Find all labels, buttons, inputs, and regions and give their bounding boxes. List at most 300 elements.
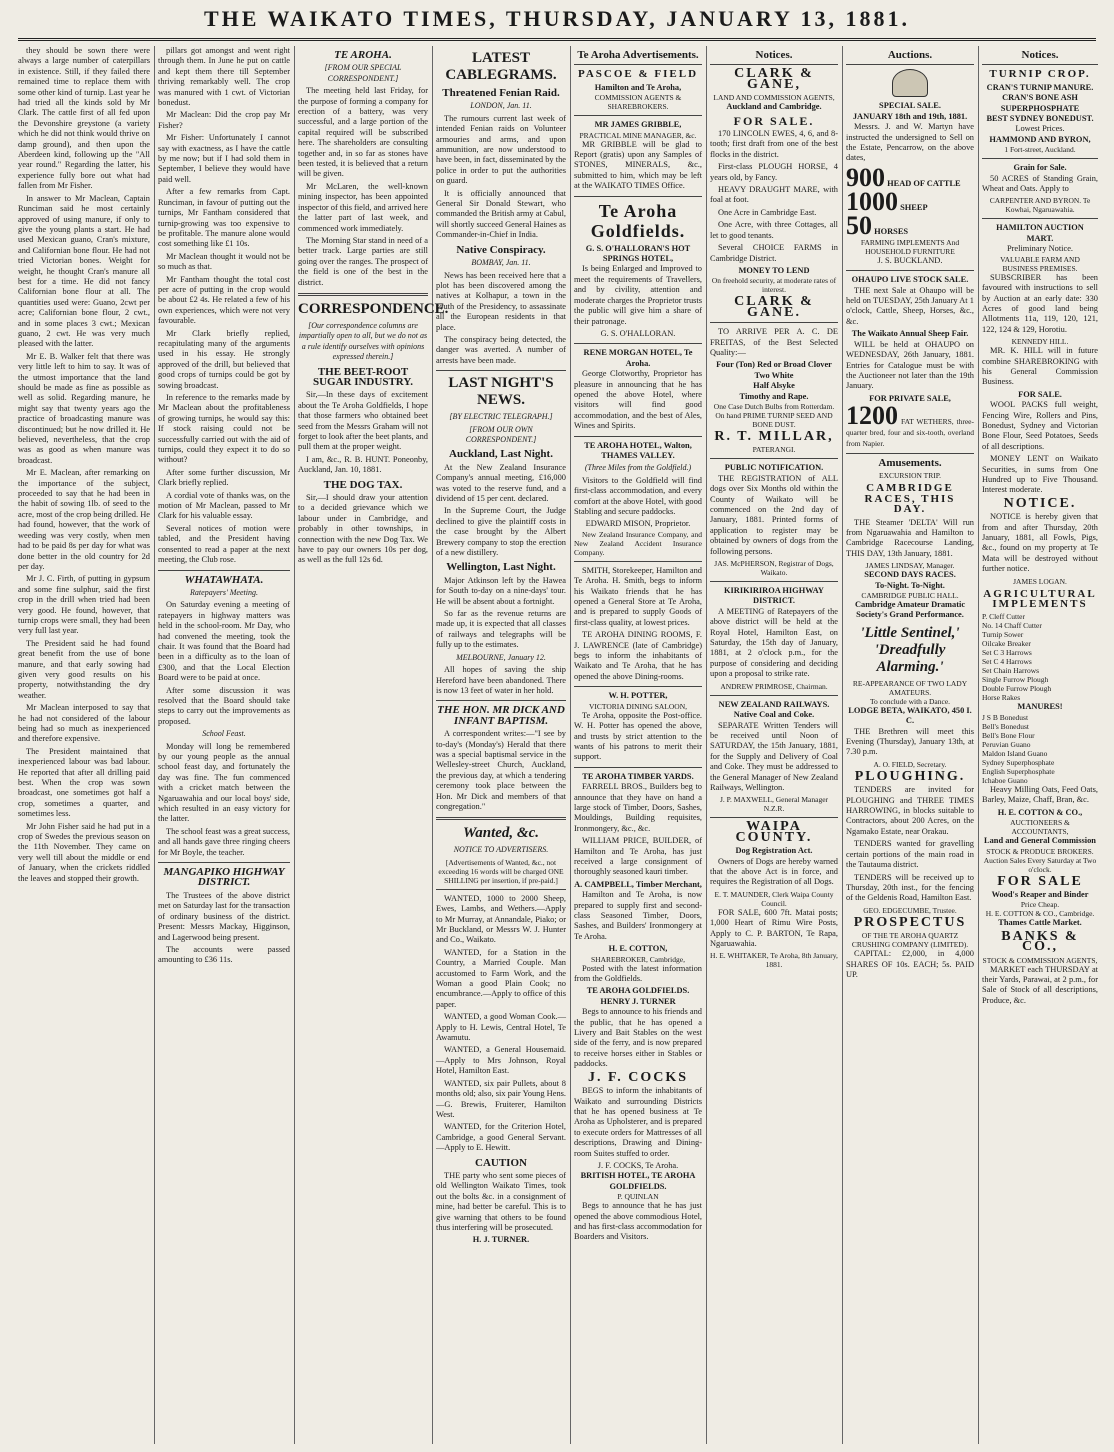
ad-line: CRAN'S BONE ASH SUPERPHOSPHATE — [1000, 93, 1080, 113]
list-item: English Superphosphate — [982, 766, 1055, 776]
ad-line: BEST SYDNEY BONEDUST. — [986, 114, 1094, 124]
paragraph: TENDERS wanted for gravelling certain portions of the main road in the Tautauma district. — [846, 839, 974, 870]
dateline: MELBOURNE, January 12. — [456, 652, 546, 662]
section-subheading: School Feast. — [202, 729, 246, 739]
divider — [574, 561, 702, 562]
divider — [982, 158, 1098, 159]
ad-line: AUCTIONEERS & ACCOUNTANTS, — [1010, 818, 1070, 837]
divider — [436, 889, 566, 890]
divider — [574, 686, 702, 687]
section-subheading: NOTICE TO ADVERTISERS. — [453, 845, 549, 855]
sale-item: Several CHOICE FARMS in Cambridge District. — [710, 243, 838, 263]
paragraph: Te Aroha, opposite the Post-office. W. H. Potter has opened the above, and trusts by strict attention to the wants of his patrons to merit their support. — [574, 710, 702, 762]
paragraph: Several notices of motion were tabled, and the President having consented to read a paper at the next meeting, the Club rose. — [158, 523, 290, 565]
paragraph: Mr Fisher: Unfortunately I cannot say with exactness, as I have the cattle by me now; but if I had sold them in September, I believe they would have paid well. — [158, 133, 290, 184]
section-heading: WHATAWHATA. — [184, 573, 264, 586]
paragraph: MONEY LENT on Waikato Securities, in sums from One Hundred up to Five Thousand. Interest moderate. — [982, 454, 1098, 495]
ad-heading: NEW ZEALAND RAILWAYS. — [718, 699, 830, 709]
masthead-rule — [18, 38, 1096, 41]
classified-ad: WANTED, a General Housemaid.—Apply to Mrs Johnson, Royal Hotel, Hamilton East. — [436, 1045, 566, 1076]
paragraph: SEPARATE Written Tenders will be received until Noon of SATURDAY, the 15th January, 1881, for the Supply and Delivery of Coal and Coke. They must be addressed to the General Manager of New Zealand Railways, Wellington. — [710, 720, 838, 792]
count-row — [846, 210, 974, 240]
divider — [574, 196, 702, 197]
divider — [982, 64, 1098, 65]
column-divider — [570, 46, 571, 1444]
section-heading: THE HON. MR DICK AND INFANT BAPTISM. — [437, 704, 565, 727]
paragraph: Messrs. J. and W. Martyn have instructed the undersigned to Sell on the Estate, Pencarrow, on the above dates, — [846, 122, 974, 163]
column-6 — [710, 46, 838, 1444]
paragraph: In answer to Mr Maclean, Captain Runciman said he most certainly approved of using manure, if only to give the young plants a start. He had used Mexican guano, Cran's mixture, and Californian bone flour. He had not tried Victorian bones. Weight for weight, he thought Cran's manure all best for a time. He did not fancy Californian bone flour at all. The quantities used were: Guano, 2cwt per acre; Californian bone flour, 2 cwt., and in some places 3 cwt.; Mexican guano, 2 cwt. He was very much pleased with the latter. — [18, 193, 150, 349]
ad-heading: HAMILTON AUCTION MART. — [996, 223, 1084, 243]
divider — [710, 817, 838, 818]
list-item: Set Chain Harrows — [982, 666, 1040, 676]
ad-heading: Te Aroha Goldfields. — [590, 200, 686, 241]
divider — [710, 695, 838, 696]
signature: J. P. MAXWELL, General Manager N.Z.R. — [719, 795, 829, 814]
paragraph: The school feast was a great success, and all hands gave three ringing cheers for Mr Boyle, the teacher. — [158, 826, 290, 857]
paragraph: A MEETING of Ratepayers of the above district will be held at the Royal Hotel, Hamilton East, on Saturday, the 15th day of January, 1881, at 2 o'clock p.m., for the purpose of considering and deciding upon a proposal to strike rate. — [710, 606, 838, 679]
paragraph: TO ARRIVE PER A. C. DE FREITAS, of the Best Selected Quality:— — [710, 327, 838, 357]
column-divider — [294, 46, 295, 1444]
divider — [710, 322, 838, 323]
seed-line: Four (Ton) Red or Broad Clover — [716, 360, 832, 370]
count-label: HEAD OF CATTLE — [887, 178, 961, 188]
column-divider — [978, 46, 979, 1444]
list-item: Sydney Superphosphate — [982, 757, 1055, 767]
section-subheading: [BY ELECTRIC TELEGRAPH.] — [449, 412, 553, 422]
section-heading: Auctions. — [887, 49, 933, 61]
column-7 — [846, 46, 974, 1444]
news-heading: Wellington, Last Night. — [446, 561, 556, 574]
paragraph: In the Supreme Court, the Judge declined to give the plaintiff costs in the case brought by the Albert Brewery company to stop the erection of a new distillery. — [436, 506, 566, 558]
column-divider — [432, 46, 433, 1444]
paragraph: The Morning Star stand in need of a better track. Large parties are still going over the ranges. The prospect of the field is one of the best in the district. — [298, 235, 428, 287]
divider — [710, 458, 838, 459]
section-heading: LATEST CABLEGRAMS. — [445, 50, 557, 83]
paragraph: Mr Maclean thought it would not be so much as that. — [158, 251, 290, 272]
paragraph: New Zealand Insurance Company, and New Zealand Accident Insurance Company. — [574, 529, 702, 557]
news-heading: Auckland, Last Night. — [449, 448, 553, 461]
ad-heading: CAMBRIDGE RACES, THIS DAY. — [864, 482, 956, 516]
divider — [574, 115, 702, 116]
paragraph: Mr McLaren, the well-known mining inspector, has been appointed inspector of this field, and arrived here the latter part of last week, and commenced work immediately. — [298, 181, 428, 233]
signature: J. S. BUCKLAND. — [877, 255, 943, 265]
ad-heading: BANKS & CO., — [1001, 928, 1079, 955]
paragraph: MR GRIBBLE will be glad to Report (gratis) upon any Samples of STONES, MINERALS, &c., submitted to him, which may be left at the WAIKATO TIMES Office. — [574, 139, 702, 191]
signature: H. E. COTTON & CO., Cambridge. — [985, 909, 1095, 919]
seed-line: Half Alsyke — [753, 381, 795, 391]
sale-item: One Acre in Cambridge East. — [718, 207, 817, 217]
paragraph: The Trustees of the above district met on Saturday last for the transaction of ordinary business of the district. Present: Messrs Mackay, Higginson, and Lagerwood being present. — [158, 890, 290, 942]
ad-line: COMMISSION AGENTS & SHAREBROKERS. — [594, 93, 682, 112]
count-label: HORSES — [874, 226, 909, 236]
paragraph: THE Brethren will meet this Evening (Thursday), January 13th, at 7.30 p.m. — [846, 726, 974, 757]
section-heading: CORRESPONDENCE. — [298, 300, 449, 317]
section-heading: MANGAPIKO HIGHWAY DISTRICT. — [163, 866, 285, 889]
ad-heading: AGRICULTURAL IMPLEMENTS — [983, 587, 1097, 611]
ad-heading: TE AROHA TIMBER YARDS. — [582, 771, 694, 781]
ad-line: Price Cheap. — [1020, 900, 1060, 910]
paragraph: Is being Enlarged and Improved to meet the requirements of Travellers, and by civility, attention and moderate charges the Proprietor trusts the public will give him a share of their patronage. — [574, 264, 702, 326]
ad-heading: PUBLIC NOTIFICATION. — [724, 463, 824, 473]
ad-heading: TURNIP CROP. — [989, 68, 1091, 81]
divider — [710, 64, 838, 65]
news-heading: Native Conspiracy. — [456, 243, 546, 256]
paragraph: The rumours current last week of intended Fenian raids on Volunteer armouries and arms, and upon ammunition, are now understood to have been, in fact, disseminated by the police in order to put the authorities on guard. — [436, 113, 566, 186]
paragraph: WILLIAM PRICE, BUILDER, of Hamilton and Te Aroha, has just received a large consignment of thoroughly seasoned kauri timber. — [574, 836, 702, 877]
column-1 — [18, 46, 150, 1444]
signature: JAMES LOGAN. — [1013, 576, 1067, 586]
paragraph: NOTICE is hereby given that from and after Thursday, 20th January, 1881, all Fowls, Pigs, &c., found on my property at Te Mata will be destroyed without further notice. — [982, 512, 1098, 574]
paragraph: The accounts were passed amounting to £36 11s. — [158, 944, 290, 965]
paragraph: WILL be held at OHAUPO on WEDNESDAY, 26th January, 1881. Entries for Catalogue must be with the Auctioneer not later than the 19th January. — [846, 339, 974, 391]
divider — [574, 64, 702, 65]
ad-line: CAMBRIDGE PUBLIC HALL. — [861, 591, 959, 600]
ad-line: Dog Registration Act. — [735, 846, 813, 856]
paragraph: Posted with the latest information from the Goldfields. — [574, 963, 702, 984]
ad-heading: BRITISH HOTEL, TE AROHA GOLDFIELDS. — [580, 1171, 696, 1191]
paragraph: FARRELL BROS., Builders beg to announce that they have on hand a large stock of Timber, Doors, Sashes, Mouldings, Building requisites, Ironmongery, &c., &c. — [574, 782, 702, 833]
paragraph: Owners of Dogs are hereby warned that the above Act is in force, and requires the Registration of all Dogs. — [710, 856, 838, 887]
classified-ad: WANTED, for a Station in the Country, a Married Couple. Man accustomed to Farm Work, and the Woman a good Plain Cook; no encumbrance.—Apply to office of this paper. — [436, 947, 566, 1009]
ad-heading: MR JAMES GRIBBLE, — [594, 120, 682, 130]
paragraph: TE AROHA DINING ROOMS, F. J. LAWRENCE (late of Cambridge) begs to inform the inhabitants of Waikato and Te Aroha, that he has opened the above Dining-rooms. — [574, 630, 702, 681]
ad-line: Hamilton and Te Aroha, — [594, 82, 682, 92]
ad-heading: H. E. COTTON, — [608, 944, 668, 954]
ad-line: OF THE TE AROHA QUARTZ CRUSHING COMPANY (LIMITED). — [851, 931, 969, 950]
ad-line: 1 Fort-street, Auckland. — [1004, 145, 1076, 155]
paragraph: THE party who sent some pieces of old Wellington Waikato Times, took out the bolts &c. in a consignment of mine, had better be careful. This is to give warning that others to be found thus interfering will be prosecuted. — [436, 1170, 566, 1232]
paragraph: Mr Maclean: Did the crop pay Mr Fisher? — [158, 110, 290, 130]
classified-ad: WANTED, six pair Pullets, about 8 months old; also, six pair Young Hens.—G. Brewis, Fruiterer, Hamilton West. — [436, 1078, 566, 1119]
list-item: Bell's Bone Flour — [982, 730, 1035, 740]
column-2 — [158, 46, 290, 1444]
section-subheading: [FROM OUR OWN CORRESPONDENT.] — [465, 424, 537, 444]
paragraph: After some discussion it was resolved that the Board should take steps to carry out the improvements as proposed. — [158, 685, 290, 726]
divider — [436, 370, 566, 371]
ad-heading: TE AROHA HOTEL, Walton, THAMES VALLEY. — [584, 440, 692, 460]
column-3 — [298, 46, 449, 1444]
ad-heading: PROSPECTUS — [853, 914, 967, 930]
ad-line: One Case Dutch Bulbs from Rotterdam. — [713, 401, 835, 411]
ad-heading: Grain for Sale. — [1013, 163, 1067, 173]
section-subheading: [FROM OUR SPECIAL CORRESPONDENT.] — [324, 63, 402, 83]
count-number: 1000 — [846, 186, 898, 216]
list-item: J S B Bonedust — [982, 712, 1029, 722]
paragraph: All hopes of saving the ship Hereford have been abandoned. There is now 13 feet of water in her hold. — [436, 665, 566, 695]
paragraph: TENDERS are invited for PLOUGHING and THREE TIMES HARROWING, in blocks suitable to Contractors, about 200 Acres, on the Ngamako Estate, near Orakau. — [846, 785, 974, 836]
divider — [846, 270, 974, 271]
paragraph: MR. K. HILL will in future combine SHAREBROKING with his General Commission Business. — [982, 346, 1098, 387]
ad-line: On freehold security, at moderate rates of interest. — [711, 276, 837, 295]
section-heading: Amusements. — [878, 456, 942, 469]
list-item: Maldon Island Guano — [982, 748, 1048, 758]
ad-line: FARMING IMPLEMENTS And HOUSEHOLD FURNITURE — [860, 237, 960, 256]
list-item: Single Furrow Plough — [982, 675, 1049, 685]
notice-text: [Advertisements of Wanted, &c., not exceeding 16 words will be charged ONE SHILLING per insertion, if pre-paid.] — [438, 857, 564, 885]
ad-line: Auction Sales Every Saturday at Two o'clock. — [983, 855, 1097, 874]
letter-heading: THE BEET-ROOT SUGAR INDUSTRY. — [312, 365, 414, 388]
list-item: Bell's Bonedust — [982, 721, 1029, 731]
column-8 — [982, 46, 1098, 1444]
list-item: Turnip Sower — [982, 630, 1024, 640]
ad-line: Preliminary Notice. — [1006, 244, 1074, 254]
paragraph: Hamilton and Te Aroha, is now prepared to supply first and second-class Seasoned Timber, Doors, Sashes, and Builders' Ironmongery at Te Aroha. — [574, 890, 702, 941]
paragraph: The President said he had found great benefit from the use of bone manure, and that early sowing had given very good results on his property, notwithstanding the dry weather. — [18, 638, 150, 700]
ad-line: (Three Miles from the Goldfield.) — [584, 463, 692, 473]
dateline: BOMBAY, Jan. 11. — [471, 258, 531, 268]
ad-heading: OHAUPO LIVE STOCK SALE. — [851, 275, 969, 285]
ad-line: Land and General Commission — [984, 836, 1096, 846]
ad-heading: SPECIAL SALE. — [879, 101, 941, 111]
paragraph: George Clotworthy, Proprietor has pleasure in announcing that he has opened the above Hotel, where visitors will find good accommodation, and the best of Ales, Wines and Spirits. — [574, 369, 702, 431]
paragraph: FOR SALE, 600 7ft. Matai posts; 1,000 Heart of Rimu Wire Posts, Apply to C. P. BARTON, Te Rapa, Ngaruawahia. — [710, 907, 838, 948]
list-item: Set C 4 Harrows — [982, 657, 1032, 667]
signature: KENNEDY HILL. — [1011, 337, 1069, 347]
paragraph: MARKET each THURSDAY at their Yards, Parawai, at 2 p.m., for Sale of Stock of all descriptions, Produce, &c. — [982, 964, 1098, 1005]
paragraph: Mr J. C. Firth, of putting in gypsum and some fine sulphur, said the first crop in the drill when tried had been very good. He found, however, that turnip crops were small, they had been very full last year. — [18, 574, 150, 636]
paragraph: TENDERS will be received up to Thursday, 20th inst., for the fencing of the Geldenis Road, Hamilton East. — [846, 872, 974, 903]
paragraph: Begs to announce to his friends and the public, that he has opened a Livery and Bait Stables on the west side of the ferry, and is now prepared to receive horses either in Stables or paddocks. — [574, 1007, 702, 1069]
divider — [846, 453, 974, 454]
list-item: Horse Rakes — [982, 693, 1021, 703]
paragraph: Sir,—In these days of excitement about the Te Aroha Goldfields, I hope that those farmers who obtained beet seed from the Messrs Graham will not forget to look after the beet plants, and pull them at the proper weight. — [298, 390, 428, 452]
ad-line: RE-APPEARANCE OF TWO LADY AMATEURS. — [852, 678, 968, 697]
letter-heading: THE DOG TAX. — [323, 478, 403, 491]
ad-heading: SECOND DAYS RACES. — [864, 570, 956, 580]
paragraph: pillars got amongst and went right through them. In June he put on cattle and kept them there till September thriving remarkably well. The crop was manured with 1 cwt. of Victorian bonedust. — [158, 46, 290, 108]
paragraph: BEGS to inform the inhabitants of Waikato and surrounding Districts that he has opened business at Te Aroha as Upholsterer, and is prepared to execute orders for Mattresses of all descriptions, Drawing and Dining-room Suites stuffed to order. — [574, 1086, 702, 1158]
divider — [436, 817, 566, 820]
paragraph: THE Steamer 'DELTA' Will run from Ngaruawahia and Hamilton to Cambridge Racecourse Landing, THIS DAY, 13th January, 1881. — [846, 517, 974, 558]
ad-heading: FOR PRIVATE SALE, — [869, 393, 951, 403]
ad-heading: TE AROHA GOLDFIELDS. HENRY J. TURNER — [586, 986, 690, 1006]
ad-heading: The Waikato Annual Sheep Fair. — [851, 329, 969, 339]
signature: JAMES LINDSAY, Manager. — [865, 561, 955, 571]
column-5 — [574, 46, 702, 1444]
paragraph: News has been received here that a plot has been discovered among the natives at Kolhapur, a town in the south of the Presidency, to assassinate all the European residents in that place. — [436, 270, 566, 332]
news-heading: Threatened Fenian Raid. — [442, 87, 560, 99]
ad-line: Auckland and Cambridge. — [726, 102, 822, 112]
paragraph: It is officially announced that General Sir Donald Stewart, who commanded the British army at Cabul, will shortly succeed General Haines as Commander-in-Chief in India. — [436, 188, 567, 240]
count-number: 900 — [846, 162, 885, 192]
sale-item: One Acre, with three Cottages, all let to good tenants. — [710, 220, 838, 240]
column-divider — [842, 46, 843, 1444]
ad-heading: CLARK & GANE, — [734, 66, 814, 92]
paragraph: Mr Maclean interposed to say that he had not considered of the labour being had so much as inexperienced and therefore expensive. — [18, 703, 150, 744]
section-heading: Notices. — [1021, 49, 1059, 61]
ad-heading: H. E. COTTON & CO., — [997, 807, 1083, 817]
paragraph: Mr E. B. Walker felt that there was very little left to him to say. It was of the utmost importance that the land should be made as fine as possible as well as solid. Regarding manure, he might say that twenty years ago the practice of broadcasting manure was discontinued; but he now drilled it. He believed, nevertheless, that the crop was as good as when manure was broadcast. — [18, 351, 150, 465]
section-heading: LAST NIGHT'S NEWS. — [448, 375, 554, 409]
paragraph: Major Atkinson left by the Hawea for South to-day on a nine-days' tour. He will be absent about a fortnight. — [436, 575, 566, 606]
ad-heading: G. S. O'HALLORAN'S HOT SPRINGS HOTEL, — [585, 243, 691, 264]
paragraph: Mr Clark briefly replied, recapitulating many of the arguments used in his essay. He strongly approved of the drill, but believed that good crops of turnips could be got by sowing broadcast. — [158, 328, 290, 390]
section-subheading: Ratepayers' Meeting. — [190, 587, 258, 597]
column-divider — [706, 46, 707, 1444]
auctioneer-emblem-icon — [892, 69, 928, 97]
paragraph: I am, &c., R. B. HUNT. Poneonby, Auckland, Jan. 10, 1881. — [298, 454, 428, 475]
signature: J. F. COCKS, Te Aroha. — [597, 1160, 679, 1170]
list-item: No. 14 Chaff Cutter — [982, 621, 1042, 631]
paragraph: A correspondent writes:—"I see by to-day's (Monday's) Herald that there was a special baptismal service in the Wellesley-street Church, Auckland, the previous day, at which a tendering ceremony took place between the Hon. Mr Dick and members of that congregation." — [436, 729, 566, 811]
section-heading: TE AROHA. — [334, 49, 392, 61]
ad-heading: To-Night. To-Night. — [875, 580, 945, 590]
ad-heading: PLOUGHING. — [854, 768, 966, 784]
signature: EDWARD MISON, Proprietor. — [585, 519, 691, 529]
column-divider — [154, 46, 155, 1444]
paragraph: THE next Sale at Ohaupo will be held on TUESDAY, 25th January At 1 o'clock, Cattle, Sheep, Horses, &c., &c. — [846, 285, 974, 326]
section-subheading: [Our correspondence columns are impartially open to all, but we do not as a rule identify ourselves with opinions expressed therein.] — [298, 320, 428, 362]
ad-heading: MANURES! — [1017, 702, 1063, 712]
sale-item: 170 LINCOLN EWES, 4, 6, and 8-tooth; first draft from one of the best flocks in the district. — [710, 129, 838, 159]
paragraph: Begs to announce that he has just opened the above commodious Hotel, and has first-class accommodation for Boarders and Visitors. — [574, 1201, 702, 1242]
signature: GEO. EDGECUMBE, Trustee. — [863, 905, 957, 915]
paragraph: they should be sown there were always a large number of caterpillars in existence. Still, if they failed there remained time to replace them with some other kind of turnip. Last year he had tried all the kinds sold by Mr Clark. The cattle first of all fed upon the Devonshire greystone (a variety which he did not think would thrive on damp ground), and then upon the Aberdeen kind, following up the "All year round." Regarding the latter, his experience fully bore out what had fallen from Mr Fisher. — [18, 46, 150, 191]
list-item: Ichaboe Guano — [982, 775, 1028, 785]
paragraph: The meeting held last Friday, for the purpose of forming a company for erection of a battery, was very successful, and a large portion of the capital required will be subscribed here. The shareholders are consulting together and, in so far as stones have been tested, it is believed that a return will be given. — [298, 86, 428, 179]
signature: G. S. O'HALLORAN. — [600, 328, 676, 338]
paragraph: 50 ACRES of Standing Grain, Wheat and Oats. Apply to — [982, 173, 1098, 194]
paragraph: WOOL PACKS full weight, Fencing Wire, Rollers and Pins, Bonedust, Sydney and Victorian Bone Flour, Seed Potatoes, Seeds of all descriptions. — [982, 400, 1098, 451]
paragraph: The President maintained that inexperienced labour was bad labour. He reported that after all drilling paid best. When the crop was sown broadcast, one sometimes got half a crop, sometimes a quarter, and sometimes less. — [18, 746, 150, 819]
ad-line: PATERANGI. — [752, 445, 796, 455]
ad-line: HAMMOND AND BYRON, — [989, 134, 1091, 144]
paragraph: So far as the revenue returns are made up, it is expected that all classes of railways and telegraphs will be fully up to the estimates. — [436, 609, 566, 650]
ad-heading: LODGE BETA, WAIKATO, 450 I. C. — [848, 705, 972, 726]
count-number: 50 — [846, 210, 872, 240]
paragraph: On Saturday evening a meeting of ratepayers in highway matters was held in the school-room. Mr Day, who had convened the meeting, took the chair. It was found that the Board had been in a difficulty as to the loan of £300, and that the Local Election Board were to be paid at once. — [158, 600, 290, 683]
paragraph: Heavy Milling Oats, Feed Oats, Barley, Maize, Chaff, Bran, &c. — [982, 784, 1098, 805]
ad-line: Cambridge Amateur Dramatic Society's Grand Performance. — [854, 600, 966, 620]
classified-ad: WANTED, a good Woman Cook.—Apply to H. Lewis, Central Hotel, Te Awamutu. — [436, 1012, 566, 1043]
ad-heading: WAIPA COUNTY. — [735, 819, 813, 845]
ad-heading: RENE MORGAN HOTEL, Te Aroha. — [583, 348, 693, 368]
paragraph: Sir,—I should draw your attention to a decided grievance which we labour under in Cambridge, and probably in other townships, in connection with the new Dog Tax. We have to pay our owners 10s per dog, as well as the full 12s 6d. — [298, 493, 428, 565]
paragraph: Monday will long be remembered by our young people as the annual school feast day, and fortunately the day was fine. The fun commenced with a cricket match between the Ngaruawahia and our local boys' side, which resulted in an easy victory for the latter. — [158, 741, 290, 824]
dateline: LONDON, Jan. 11. — [470, 101, 532, 111]
paragraph: Visitors to the Goldfield will find first-class accommodation, and every comfort at the above Hotel, with good Stabling and secure paddocks. — [574, 475, 702, 516]
count-number: 1200 — [846, 401, 898, 431]
sale-item: HEAVY DRAUGHT MARE, with foal at foot. — [710, 185, 838, 205]
paragraph: Mr E. Maclean, after remarking on the importance of the subject, proceeded to say that he had been in the habit of sowing 1lb. of seed to the acre, most of the crop being drilled. He had found, however, that the work of weeding was very costly, when men had to be paid 8s per day for what was done better in the old country for 2d per day. — [18, 468, 150, 571]
ad-line: EXCURSION TRIP. — [879, 471, 941, 481]
ad-line: PRACTICAL MINE MANAGER, &c. — [579, 130, 697, 140]
paragraph: SUBSCRIBER has been favoured with instructions to sell by Auction at an early date: 330 Acres of good land being Allotments 11a, 119, 120, 121, 122, 124 & 129, Horotiu. — [982, 272, 1098, 334]
ad-heading: R. T. MILLAR, — [714, 428, 834, 444]
list-item: Peruvian Guano — [982, 739, 1031, 749]
paragraph: THE REGISTRATION of ALL dogs over Six Months old within the County of Waikato will be commenced on the 2nd day of January, 1881. Printed forms of application to register may be obtained by owners of dogs from the following persons. — [710, 473, 838, 556]
ad-line: STOCK & COMMISSION AGENTS, — [982, 955, 1098, 965]
divider — [298, 293, 428, 296]
ad-heading: Thames Cattle Market. — [998, 918, 1082, 928]
signature: CARPENTER AND BYRON. Te Kowhai, Ngaruawahia. — [989, 196, 1091, 215]
section-heading: Te Aroha Advertisements. — [577, 49, 699, 61]
seed-line: Two White — [754, 370, 794, 380]
count-label: SHEEP — [900, 202, 928, 212]
divider — [158, 862, 290, 863]
paragraph: CAPITAL: £2,000, in 4,000 SHARES OF 10s. EACH; 5s. PAID UP. — [846, 949, 974, 979]
section-heading: Notices. — [755, 49, 793, 61]
signature: H. E. WHITAKER, Te Aroha, 8th January, 1881. — [710, 951, 838, 970]
ad-heading: NOTICE. — [1003, 495, 1077, 511]
signature: ANDREW PRIMROSE, Chairman. — [720, 681, 828, 691]
signature: E. T. MAUNDER, Clerk Waipa County Council. — [714, 889, 834, 908]
signature: CLARK & GANE. — [734, 294, 814, 320]
ad-line: On hand PRIME TURNIP SEED AND BONE DUST. — [715, 410, 833, 429]
paragraph: Mr Fantham thought the total cost per acre of putting in the crop would be about £2 4s. He related a few of his own experiences, which were not very favourable. — [158, 274, 290, 326]
ad-heading: MONEY TO LEND — [738, 265, 810, 275]
paragraph: After some further discussion, Mr Clark briefly replied. — [158, 467, 290, 488]
ad-heading: KIRIKIRIROA HIGHWAY DISTRICT. — [724, 586, 824, 606]
paragraph: In reference to the remarks made by Mr Maclean about the profitableness of growing turnips, he would say this: If stock raising could not be successfully carried out with the aid of turnips, could they expect it to do so without? — [158, 393, 290, 465]
classified-ad: WANTED, 1000 to 2000 Sheep, Ewes, Lambs, and Wethers.—Apply to Mr Murray, at Annandale, Piako; or Mr Buckland, or Messrs W. J. Hunter and Co., Waikato. — [436, 893, 566, 945]
count-label: FAT WETHERS, three-quarter bred, four and six-tooth, overland from Napier. — [846, 417, 974, 448]
list-item: P. Cleff Cutter — [982, 612, 1025, 622]
ad-heading: J. F. COCKS — [587, 1069, 689, 1085]
ad-heading: A. CAMPBELL, Timber Merchant, — [574, 879, 702, 889]
list-item: Set C 3 Harrows — [982, 648, 1032, 658]
classified-ad: WANTED, for the Criterion Hotel, Cambridge, a good General Servant.—Apply to E. Hewitt. — [436, 1122, 566, 1153]
signature: A. O. FIELD, Secretary. — [873, 759, 947, 769]
divider — [710, 581, 838, 582]
divider — [846, 64, 974, 65]
section-heading: CAUTION — [475, 1156, 527, 1169]
section-heading: Wanted, &c. — [463, 825, 539, 842]
ad-heading: FOR SALE — [997, 873, 1083, 889]
ad-heading: FOR SALE. — [1018, 389, 1062, 399]
divider — [982, 218, 1098, 219]
ad-heading: FOR SALE. — [733, 113, 815, 128]
paragraph: Mr John Fisher said he had put in a crop of Swedes the previous season on the 11th November. They came on very well till about the middle or end of January, when the crickets riddled the leaves and stopped their growth. — [18, 821, 150, 883]
divider — [436, 700, 566, 701]
paragraph: A cordial vote of thanks was, on the motion of Mr Maclean, passed to Mr Clark for his valuable essay. — [158, 490, 290, 521]
divider — [574, 343, 702, 344]
seed-line: Timothy and Rape. — [739, 391, 809, 401]
ad-line: CRAN'S TURNIP MANURE. — [986, 82, 1094, 92]
count-row — [846, 401, 974, 449]
signature: H. J. TURNER. — [472, 1235, 530, 1245]
paragraph: At the New Zealand Insurance Company's annual meeting, £16,000 was voted to the reserve fund, and a dividend of 15 per cent. declared. — [436, 462, 566, 503]
paragraph: SMITH, Storekeeper, Hamilton and Te Aroha. H. Smith, begs to inform his Waikato friends that he has opened a General Store at Te Aroha, and is prepared to supply Goods of first-class quality, at lowest prices. — [574, 565, 702, 627]
ad-line: VICTORIA DINING SALOON, — [589, 701, 687, 711]
masthead: THE WAIKATO TIMES, THURSDAY, JANUARY 13, 1881. — [203, 6, 911, 31]
ad-line: SHAREBROKER, Cambridge, — [591, 954, 685, 964]
list-item: Oilcake Breaker — [982, 639, 1031, 649]
ad-heading: W. H. POTTER, — [608, 691, 668, 701]
list-item: Double Furrow Plough — [982, 684, 1052, 694]
ad-line: STOCK & PRODUCE BROKERS. — [986, 846, 1094, 856]
ad-line: To conclude with a Dance. — [869, 696, 951, 706]
ad-line: LAND AND COMMISSION AGENTS, — [713, 93, 835, 103]
ad-line: Native Coal and Coke. — [733, 710, 815, 720]
ad-line: P. QUINLAN — [617, 1192, 659, 1202]
divider — [574, 436, 702, 437]
ad-line: JANUARY 18th and 19th, 1881. — [852, 111, 968, 121]
ad-line: Wood's Reaper and Binder — [991, 889, 1089, 899]
paragraph: After a few remarks from Capt. Runciman, in favour of putting out the turnips, Mr Fantham considered that turnip-growing was too expensive to be profitable. The manure alone would cost something like £1 10s. — [158, 187, 290, 249]
signature: JAS. McPHERSON, Registrar of Dogs, Waikato. — [714, 559, 834, 578]
sale-item: First-class PLOUGH HORSE, 4 years old, by Fancy. — [710, 162, 838, 182]
divider — [158, 570, 290, 571]
paragraph: The conspiracy being detected, the danger was averted. A number of arrests have been made. — [436, 334, 566, 365]
ad-line: Lowest Prices. — [1015, 124, 1065, 134]
ad-line: VALUABLE FARM AND BUSINESS PREMISES. — [1000, 254, 1080, 273]
ad-heading: PASCOE & FIELD — [577, 68, 699, 81]
divider — [574, 767, 702, 768]
play-title: 'Little Sentinel,' 'Dreadfully Alarming.' — [860, 624, 960, 675]
column-4 — [436, 46, 566, 1444]
